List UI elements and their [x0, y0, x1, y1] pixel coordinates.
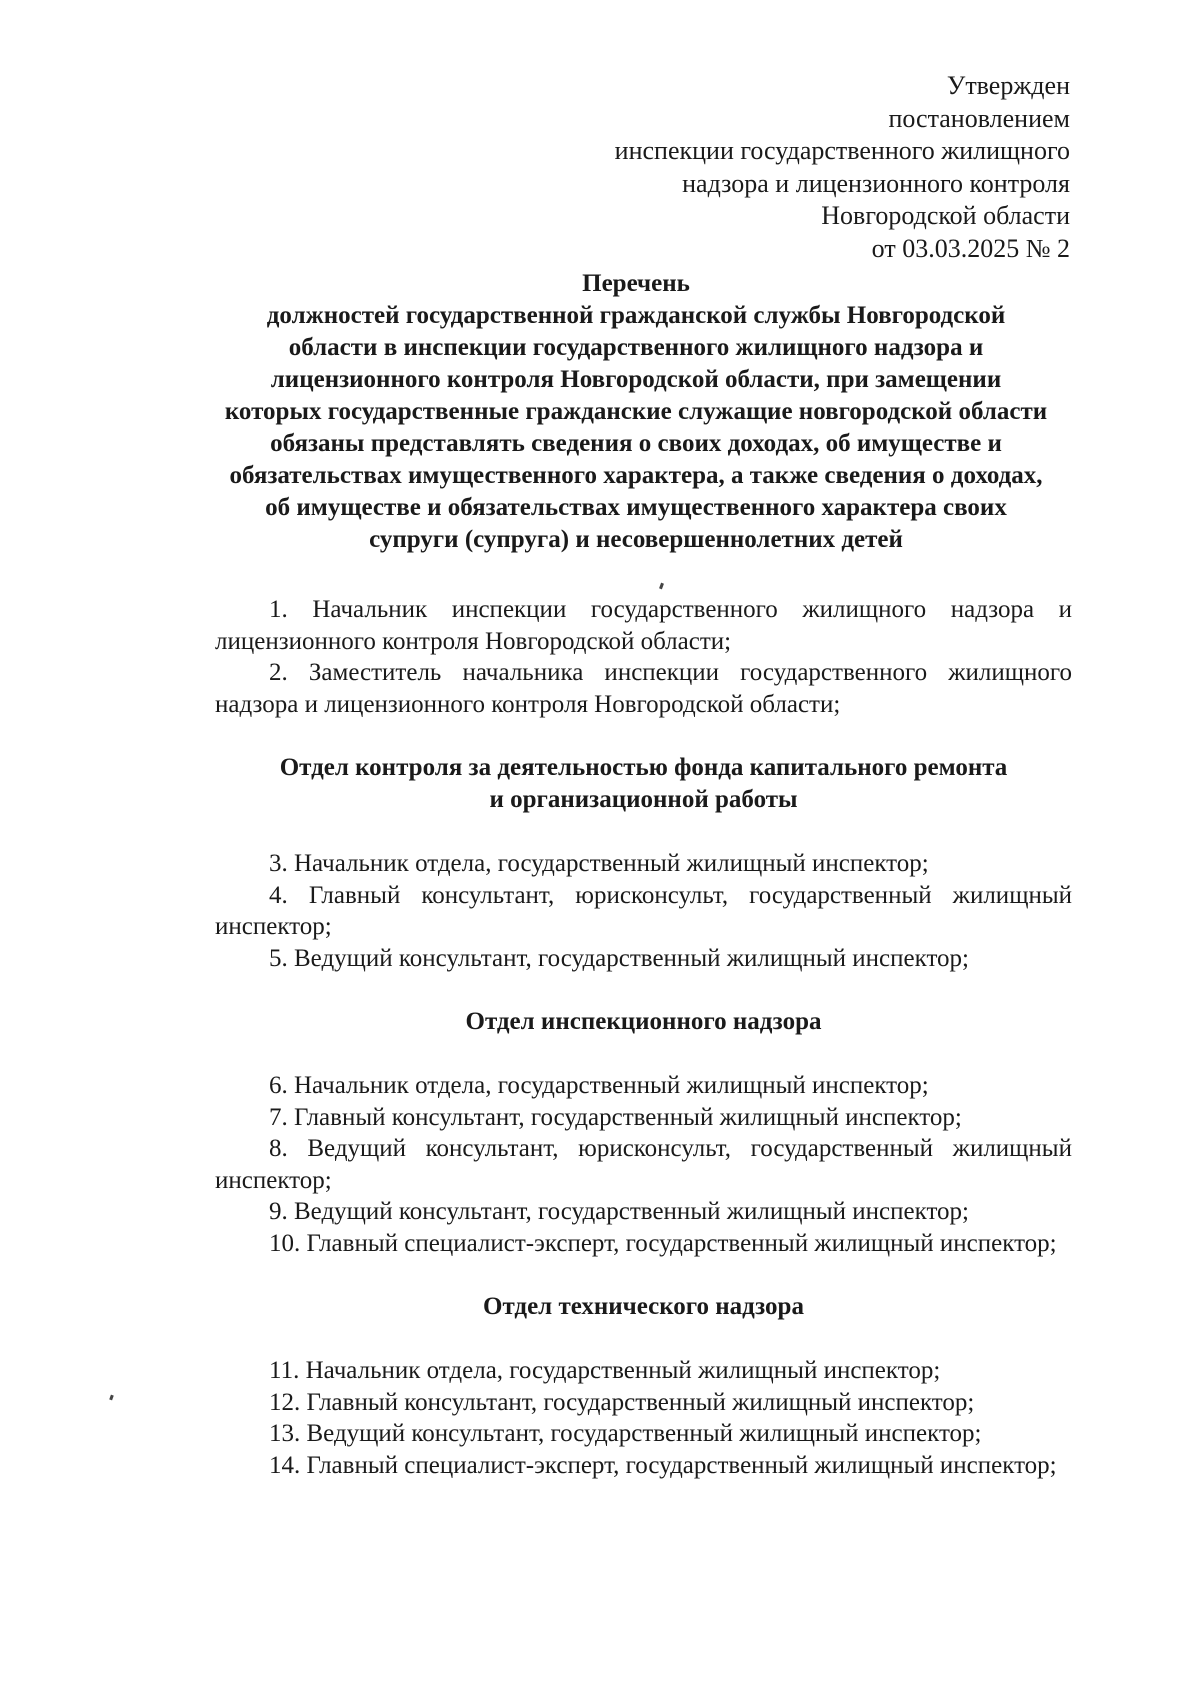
- list-item: 7. Главный консультант, государственный жилищный инспектор;: [269, 1103, 962, 1131]
- document-title: [200, 268, 1072, 556]
- approval-date-number: от 03.03.2025 № 2: [871, 233, 1070, 263]
- section-title-line: и организационной работы: [489, 786, 798, 813]
- approval-line: Новгородской области: [821, 201, 1070, 230]
- list-item: 9. Ведущий консультант, государственный жилищный инспектор;: [269, 1198, 969, 1225]
- approval-line: Утвержден: [946, 71, 1070, 100]
- approval-line: надзора и лицензионного контроля: [682, 168, 1070, 198]
- title-line: обязаны представлять сведения о своих доходах, об имуществе и: [270, 430, 1002, 457]
- title-line: которых государственные гражданские служащие новгородской области: [224, 398, 1048, 425]
- section-title: [215, 1006, 1072, 1038]
- list-item: 8. Ведущий консультант, юрисконсульт, государственный жилищный инспектор;: [215, 1135, 1072, 1194]
- title-line: лицензионного контроля Новгородской области, при замещении: [270, 366, 1002, 393]
- list-item: 5. Ведущий консультант, государственный жилищный инспектор;: [269, 944, 969, 972]
- approval-stamp-block: [615, 70, 1070, 265]
- list-item: 2. Заместитель начальника инспекции государственного жилищного надзора и лицензионного контроля Новгородской области;: [215, 659, 1072, 718]
- list-item: 1. Начальник инспекции государственного жилищного надзора и лицензионного контроля Новгородской области;: [215, 596, 1072, 655]
- list-item: 4. Главный консультант, юрисконсульт, государственный жилищный инспектор;: [215, 881, 1072, 940]
- title-line: супруги (супруга) и несовершеннолетних детей: [369, 526, 903, 553]
- section-title-line: Отдел технического надзора: [483, 1293, 804, 1320]
- list-item: 10. Главный специалист-эксперт, государственный жилищный инспектор;: [269, 1229, 1057, 1257]
- title-line: обязательствах имущественного характера, а также сведения о доходах,: [229, 462, 1043, 489]
- title-line: должностей государственной гражданской службы Новгородской: [266, 302, 1006, 329]
- positions-list: [215, 594, 1072, 1481]
- list-item: 11. Начальник отдела, государственный жилищный инспектор;: [269, 1357, 941, 1384]
- section-title: [215, 752, 1072, 816]
- list-item: 6. Начальник отдела, государственный жилищный инспектор;: [269, 1072, 929, 1099]
- scan-speck: [659, 583, 664, 590]
- title-line: области в инспекции государственного жилищного надзора и: [288, 334, 984, 361]
- approval-line: инспекции государственного жилищного: [614, 136, 1070, 165]
- section-title-line: Отдел инспекционного надзора: [465, 1008, 822, 1035]
- list-item: 14. Главный специалист-эксперт, государственный жилищный инспектор;: [269, 1451, 1057, 1479]
- approval-line: постановлением: [888, 103, 1070, 133]
- section-title: [215, 1291, 1072, 1323]
- list-item: 3. Начальник отдела, государственный жилищный инспектор;: [269, 850, 929, 877]
- title-heading: Перечень: [582, 270, 690, 297]
- section-title-line: Отдел контроля за деятельностью фонда капитального ремонта: [279, 754, 1008, 781]
- scan-speck: [109, 1395, 114, 1401]
- list-item: 13. Ведущий консультант, государственный жилищный инспектор;: [269, 1420, 982, 1447]
- list-item: 12. Главный консультант, государственный жилищный инспектор;: [269, 1388, 975, 1416]
- title-line: об имуществе и обязательствах имущественного характера своих: [265, 494, 1007, 521]
